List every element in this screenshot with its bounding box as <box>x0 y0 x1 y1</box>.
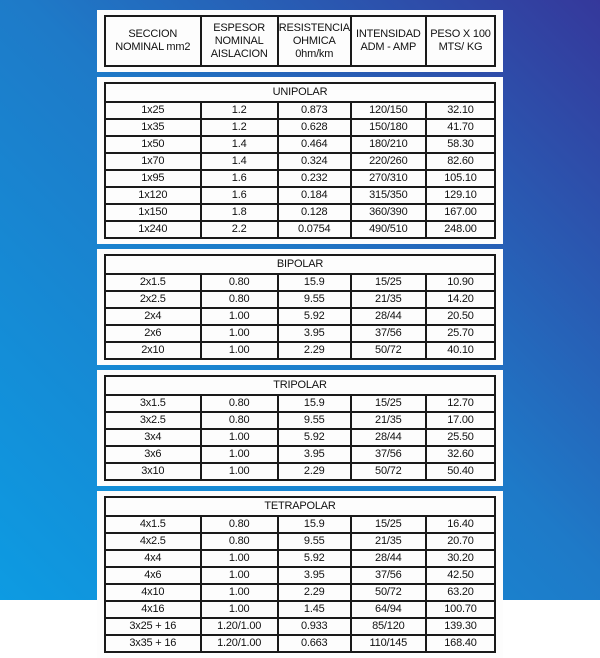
cell-intensidad-adm: 28/44 <box>351 550 426 567</box>
cell-intensidad-adm: 21/35 <box>351 533 426 550</box>
cell-intensidad-adm: 37/56 <box>351 446 426 463</box>
table-row <box>105 412 495 429</box>
cell-intensidad-adm: 15/25 <box>351 274 426 291</box>
cell-intensidad-adm: 490/510 <box>351 221 426 238</box>
cell-peso-100mts: 25.50 <box>426 429 495 446</box>
cell-intensidad-adm: 37/56 <box>351 325 426 342</box>
header-line: RESISTENCIA <box>278 21 350 34</box>
cell-intensidad-adm: 50/72 <box>351 342 426 359</box>
cell-seccion-nominal: 1x120 <box>105 187 201 204</box>
table-row <box>105 274 495 291</box>
cell-resistencia-ohmica: 15.9 <box>278 516 351 533</box>
header-line: ADM - AMP <box>360 41 417 53</box>
section-table-tetrapolar <box>104 496 496 653</box>
cell-resistencia-ohmica: 0.184 <box>278 187 351 204</box>
table-row <box>105 102 495 119</box>
cell-espesor-aislacion: 0.80 <box>201 533 278 550</box>
cell-seccion-nominal: 4x10 <box>105 584 201 601</box>
cell-espesor-aislacion: 1.4 <box>201 153 278 170</box>
cell-espesor-aislacion: 0.80 <box>201 516 278 533</box>
header-cell-peso-100mts <box>426 16 495 66</box>
cell-resistencia-ohmica: 2.29 <box>278 342 351 359</box>
table-row <box>105 325 495 342</box>
table-row <box>105 429 495 446</box>
cell-intensidad-adm: 28/44 <box>351 308 426 325</box>
cell-peso-100mts: 16.40 <box>426 516 495 533</box>
cell-espesor-aislacion: 1.00 <box>201 584 278 601</box>
cell-seccion-nominal: 4x4 <box>105 550 201 567</box>
cell-espesor-aislacion: 0.80 <box>201 412 278 429</box>
cell-peso-100mts: 17.00 <box>426 412 495 429</box>
cell-resistencia-ohmica: 2.29 <box>278 463 351 480</box>
cell-seccion-nominal: 4x2.5 <box>105 533 201 550</box>
cell-resistencia-ohmica: 15.9 <box>278 395 351 412</box>
cell-intensidad-adm: 120/150 <box>351 102 426 119</box>
cell-espesor-aislacion: 1.6 <box>201 170 278 187</box>
cell-intensidad-adm: 15/25 <box>351 516 426 533</box>
section-title: BIPOLAR <box>105 255 495 274</box>
cell-espesor-aislacion: 1.2 <box>201 119 278 136</box>
cell-resistencia-ohmica: 0.0754 <box>278 221 351 238</box>
cell-peso-100mts: 25.70 <box>426 325 495 342</box>
header-line: NOMINAL <box>214 34 264 47</box>
header-line: PESO X 100 <box>430 28 491 40</box>
cell-resistencia-ohmica: 2.29 <box>278 584 351 601</box>
cell-seccion-nominal: 1x35 <box>105 119 201 136</box>
table-row <box>105 291 495 308</box>
table-row <box>105 635 495 652</box>
table-row <box>105 463 495 480</box>
section-block-unipolar <box>97 77 503 244</box>
section-block-tripolar <box>97 370 503 486</box>
section-title-row <box>105 255 495 274</box>
cell-intensidad-adm: 150/180 <box>351 119 426 136</box>
cell-seccion-nominal: 2x2.5 <box>105 291 201 308</box>
cell-peso-100mts: 50.40 <box>426 463 495 480</box>
header-line: SECCION <box>128 28 178 40</box>
cell-espesor-aislacion: 1.00 <box>201 325 278 342</box>
cell-espesor-aislacion: 1.20/1.00 <box>201 618 278 635</box>
cell-espesor-aislacion: 1.00 <box>201 463 278 480</box>
cell-peso-100mts: 168.40 <box>426 635 495 652</box>
cell-espesor-aislacion: 0.80 <box>201 274 278 291</box>
header-cell-espesor-aislacion <box>201 16 278 66</box>
cell-espesor-aislacion: 1.2 <box>201 102 278 119</box>
cell-peso-100mts: 41.70 <box>426 119 495 136</box>
header-cell-intensidad-adm <box>351 16 426 66</box>
table-row <box>105 618 495 635</box>
cell-seccion-nominal: 1x50 <box>105 136 201 153</box>
cell-seccion-nominal: 3x4 <box>105 429 201 446</box>
cell-seccion-nominal: 4x6 <box>105 567 201 584</box>
header-line: ESPESOR <box>213 21 266 34</box>
cell-espesor-aislacion: 1.20/1.00 <box>201 635 278 652</box>
cell-seccion-nominal: 3x2.5 <box>105 412 201 429</box>
cell-peso-100mts: 40.10 <box>426 342 495 359</box>
cell-intensidad-adm: 28/44 <box>351 429 426 446</box>
cell-resistencia-ohmica: 3.95 <box>278 325 351 342</box>
cell-seccion-nominal: 1x95 <box>105 170 201 187</box>
header-line: OHMICA <box>292 34 336 47</box>
cell-peso-100mts: 10.90 <box>426 274 495 291</box>
table-row <box>105 550 495 567</box>
cell-espesor-aislacion: 1.4 <box>201 136 278 153</box>
table-row <box>105 342 495 359</box>
cell-peso-100mts: 105.10 <box>426 170 495 187</box>
cell-intensidad-adm: 360/390 <box>351 204 426 221</box>
header-line: MTS/ KG <box>438 41 483 53</box>
cell-resistencia-ohmica: 3.95 <box>278 446 351 463</box>
cell-resistencia-ohmica: 15.9 <box>278 274 351 291</box>
cell-intensidad-adm: 15/25 <box>351 395 426 412</box>
section-title: UNIPOLAR <box>105 83 495 102</box>
cell-seccion-nominal: 3x1.5 <box>105 395 201 412</box>
section-table-bipolar <box>104 254 496 360</box>
cell-peso-100mts: 32.10 <box>426 102 495 119</box>
cell-peso-100mts: 20.50 <box>426 308 495 325</box>
table-row <box>105 136 495 153</box>
cell-seccion-nominal: 1x150 <box>105 204 201 221</box>
header-row <box>105 16 495 66</box>
cell-espesor-aislacion: 2.2 <box>201 221 278 238</box>
cell-peso-100mts: 248.00 <box>426 221 495 238</box>
cell-espesor-aislacion: 1.00 <box>201 550 278 567</box>
cell-intensidad-adm: 220/260 <box>351 153 426 170</box>
table-row <box>105 308 495 325</box>
cell-peso-100mts: 58.30 <box>426 136 495 153</box>
cell-intensidad-adm: 85/120 <box>351 618 426 635</box>
cell-seccion-nominal: 1x25 <box>105 102 201 119</box>
cell-seccion-nominal: 1x70 <box>105 153 201 170</box>
cell-peso-100mts: 167.00 <box>426 204 495 221</box>
cell-seccion-nominal: 3x25 + 16 <box>105 618 201 635</box>
cell-peso-100mts: 32.60 <box>426 446 495 463</box>
cell-intensidad-adm: 110/145 <box>351 635 426 652</box>
section-table-tripolar <box>104 375 496 481</box>
section-title-row <box>105 376 495 395</box>
table-row <box>105 516 495 533</box>
cell-espesor-aislacion: 1.6 <box>201 187 278 204</box>
cell-peso-100mts: 14.20 <box>426 291 495 308</box>
cell-espesor-aislacion: 1.00 <box>201 308 278 325</box>
cell-resistencia-ohmica: 1.45 <box>278 601 351 618</box>
cell-seccion-nominal: 1x240 <box>105 221 201 238</box>
header-line: NOMINAL mm2 <box>115 41 191 53</box>
cell-seccion-nominal: 3x6 <box>105 446 201 463</box>
table-row <box>105 187 495 204</box>
section-title: TRIPOLAR <box>105 376 495 395</box>
cell-resistencia-ohmica: 0.324 <box>278 153 351 170</box>
cell-peso-100mts: 129.10 <box>426 187 495 204</box>
cell-peso-100mts: 63.20 <box>426 584 495 601</box>
cell-espesor-aislacion: 1.00 <box>201 429 278 446</box>
cell-seccion-nominal: 2x1.5 <box>105 274 201 291</box>
cell-espesor-aislacion: 0.80 <box>201 291 278 308</box>
section-title-row <box>105 497 495 516</box>
cell-resistencia-ohmica: 0.873 <box>278 102 351 119</box>
cell-espesor-aislacion: 1.00 <box>201 342 278 359</box>
cell-resistencia-ohmica: 0.663 <box>278 635 351 652</box>
cell-intensidad-adm: 270/310 <box>351 170 426 187</box>
section-table-unipolar <box>104 82 496 239</box>
cell-resistencia-ohmica: 5.92 <box>278 550 351 567</box>
cell-resistencia-ohmica: 0.933 <box>278 618 351 635</box>
cell-resistencia-ohmica: 9.55 <box>278 412 351 429</box>
header-table <box>104 15 496 67</box>
section-block-bipolar <box>97 249 503 365</box>
cell-peso-100mts: 82.60 <box>426 153 495 170</box>
cell-resistencia-ohmica: 5.92 <box>278 308 351 325</box>
cell-resistencia-ohmica: 9.55 <box>278 291 351 308</box>
table-row <box>105 170 495 187</box>
cell-resistencia-ohmica: 0.232 <box>278 170 351 187</box>
cell-peso-100mts: 30.20 <box>426 550 495 567</box>
header-cell-resistencia-ohmica <box>278 16 351 66</box>
cell-intensidad-adm: 64/94 <box>351 601 426 618</box>
cell-espesor-aislacion: 1.00 <box>201 567 278 584</box>
table-row <box>105 221 495 238</box>
table-row <box>105 533 495 550</box>
cell-peso-100mts: 12.70 <box>426 395 495 412</box>
header-cell-seccion-nominal <box>105 16 201 66</box>
cell-intensidad-adm: 21/35 <box>351 412 426 429</box>
cell-espesor-aislacion: 1.00 <box>201 601 278 618</box>
cell-peso-100mts: 20.70 <box>426 533 495 550</box>
cell-intensidad-adm: 37/56 <box>351 567 426 584</box>
table-row <box>105 204 495 221</box>
cell-seccion-nominal: 2x10 <box>105 342 201 359</box>
sections-container <box>97 77 503 658</box>
cell-seccion-nominal: 3x35 + 16 <box>105 635 201 652</box>
cell-resistencia-ohmica: 0.464 <box>278 136 351 153</box>
cell-seccion-nominal: 3x10 <box>105 463 201 480</box>
table-row <box>105 601 495 618</box>
header-line: 0hm/km <box>295 47 334 60</box>
cell-seccion-nominal: 4x1.5 <box>105 516 201 533</box>
section-block-tetrapolar <box>97 491 503 658</box>
spec-card <box>97 10 503 658</box>
cell-intensidad-adm: 315/350 <box>351 187 426 204</box>
section-title-row <box>105 83 495 102</box>
cell-peso-100mts: 139.30 <box>426 618 495 635</box>
cell-espesor-aislacion: 0.80 <box>201 395 278 412</box>
table-row <box>105 153 495 170</box>
table-row <box>105 395 495 412</box>
cell-intensidad-adm: 180/210 <box>351 136 426 153</box>
table-row <box>105 119 495 136</box>
cell-resistencia-ohmica: 5.92 <box>278 429 351 446</box>
cell-peso-100mts: 42.50 <box>426 567 495 584</box>
cell-intensidad-adm: 21/35 <box>351 291 426 308</box>
header-block <box>97 10 503 72</box>
table-row <box>105 567 495 584</box>
cell-resistencia-ohmica: 9.55 <box>278 533 351 550</box>
cell-espesor-aislacion: 1.00 <box>201 446 278 463</box>
cell-intensidad-adm: 50/72 <box>351 463 426 480</box>
header-line: INTENSIDAD <box>356 28 421 40</box>
section-title: TETRAPOLAR <box>105 497 495 516</box>
table-row <box>105 584 495 601</box>
cell-espesor-aislacion: 1.8 <box>201 204 278 221</box>
cell-intensidad-adm: 50/72 <box>351 584 426 601</box>
table-row <box>105 446 495 463</box>
cell-resistencia-ohmica: 0.628 <box>278 119 351 136</box>
header-line: AISLACION <box>210 47 268 60</box>
cell-seccion-nominal: 2x4 <box>105 308 201 325</box>
cell-resistencia-ohmica: 3.95 <box>278 567 351 584</box>
cell-seccion-nominal: 2x6 <box>105 325 201 342</box>
cell-resistencia-ohmica: 0.128 <box>278 204 351 221</box>
cell-seccion-nominal: 4x16 <box>105 601 201 618</box>
cell-peso-100mts: 100.70 <box>426 601 495 618</box>
